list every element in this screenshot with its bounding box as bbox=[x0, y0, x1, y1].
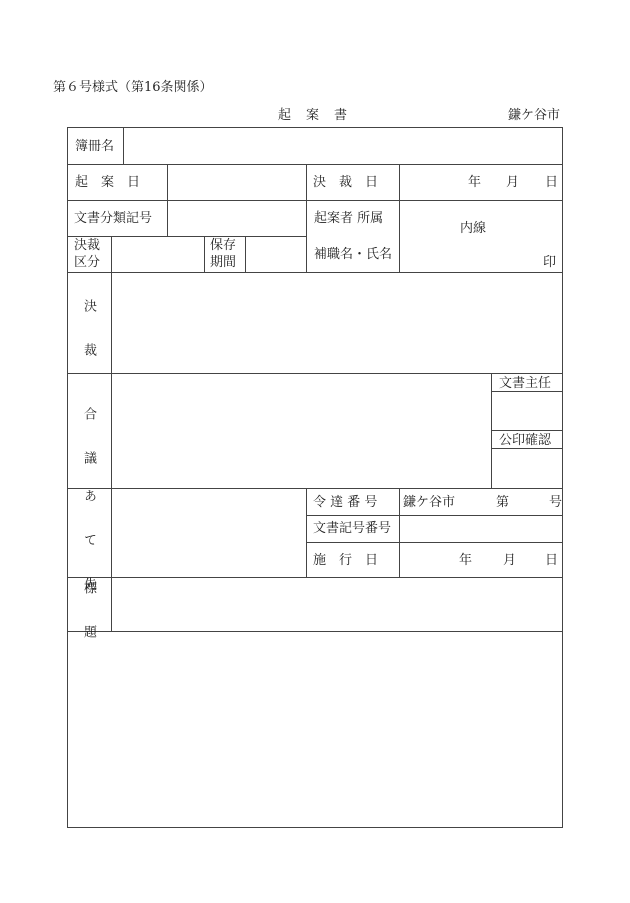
draft-date-field[interactable] bbox=[170, 168, 302, 196]
subject-label: 標 題 bbox=[81, 581, 96, 647]
extension-label: 内線 bbox=[460, 221, 487, 236]
row-divider bbox=[491, 391, 562, 392]
row-divider bbox=[68, 200, 562, 201]
doc-record-number-label: 文書記号番号 bbox=[313, 521, 392, 536]
column-divider bbox=[123, 128, 124, 164]
decision-category-label: 区分 bbox=[74, 255, 101, 270]
row-divider bbox=[68, 272, 562, 273]
consultation-label: 合 議 bbox=[81, 407, 96, 473]
retention-period-label: 期間 bbox=[210, 255, 237, 270]
enforcement-date-month: 月 bbox=[503, 553, 517, 568]
row-divider bbox=[306, 515, 562, 516]
column-divider bbox=[245, 236, 246, 272]
row-divider bbox=[491, 448, 562, 449]
row-divider bbox=[68, 236, 306, 237]
row-divider bbox=[491, 430, 562, 431]
column-divider bbox=[111, 272, 112, 631]
book-name-label: 簿冊名 bbox=[75, 139, 115, 154]
assistant-name-label: 補職名・氏名 bbox=[314, 247, 393, 262]
official-seal-check-field[interactable] bbox=[494, 451, 558, 484]
row-divider bbox=[68, 488, 562, 489]
enforcement-date-day: 日 bbox=[545, 553, 559, 568]
column-divider bbox=[399, 164, 400, 272]
addressee-field[interactable] bbox=[115, 492, 302, 573]
doc-record-number-field[interactable] bbox=[402, 518, 558, 539]
consultation-area[interactable] bbox=[115, 377, 487, 484]
enforcement-date-label: 施 行 日 bbox=[313, 553, 379, 568]
column-divider bbox=[167, 164, 168, 200]
decision-area[interactable] bbox=[115, 276, 558, 370]
order-number-label bbox=[313, 496, 393, 509]
drafter-dept-label: 起案者 所属 bbox=[314, 211, 384, 226]
city-name: 鎌ケ谷市 bbox=[508, 108, 561, 123]
retention-period-field[interactable] bbox=[248, 239, 302, 269]
row-divider bbox=[68, 164, 562, 165]
order-number-label-text: 令 達 番 号 bbox=[313, 495, 378, 510]
official-seal-check-label: 公印確認 bbox=[499, 433, 552, 448]
addressee-label: あ て 先 bbox=[81, 489, 96, 599]
doc-classification-field[interactable] bbox=[170, 204, 302, 232]
doc-officer-label: 文書主任 bbox=[499, 376, 552, 391]
row-divider bbox=[68, 577, 562, 578]
row-divider bbox=[68, 373, 562, 374]
document-title: 起 案 書 bbox=[278, 108, 349, 123]
draft-date-label: 起 案 日 bbox=[75, 175, 141, 190]
enforcement-date-year: 年 bbox=[459, 553, 473, 568]
order-number-dai: 第 bbox=[496, 495, 510, 510]
subject-field[interactable] bbox=[115, 581, 558, 627]
column-divider bbox=[491, 373, 492, 488]
decision-date-day: 日 bbox=[545, 175, 559, 190]
doc-classification-label: 文書分類記号 bbox=[74, 211, 153, 226]
decision-category-label: 決裁 bbox=[74, 238, 101, 253]
column-divider bbox=[111, 236, 112, 272]
column-divider bbox=[306, 164, 307, 272]
body-text-area[interactable] bbox=[72, 635, 558, 823]
book-name-field[interactable] bbox=[126, 132, 558, 160]
row-divider bbox=[68, 631, 562, 632]
doc-officer-seal-field[interactable] bbox=[494, 394, 558, 427]
order-number-go: 号 bbox=[549, 495, 563, 510]
form-number: 第６号様式（第16条関係） bbox=[53, 80, 213, 95]
decision-date-label: 決 裁 日 bbox=[313, 175, 379, 190]
column-divider bbox=[204, 236, 205, 272]
decision-category-field[interactable] bbox=[114, 239, 200, 269]
seal-mark: 印 bbox=[543, 255, 557, 270]
retention-period-label: 保存 bbox=[210, 238, 237, 253]
draft-form bbox=[67, 127, 563, 828]
decision-date-year: 年 bbox=[468, 175, 482, 190]
row-divider bbox=[306, 542, 562, 543]
order-number-city: 鎌ケ谷市 bbox=[403, 495, 456, 510]
column-divider bbox=[399, 488, 400, 577]
column-divider bbox=[167, 200, 168, 236]
decision-date-month: 月 bbox=[506, 175, 520, 190]
decision-label: 決 裁 bbox=[81, 299, 96, 365]
column-divider bbox=[306, 488, 307, 577]
